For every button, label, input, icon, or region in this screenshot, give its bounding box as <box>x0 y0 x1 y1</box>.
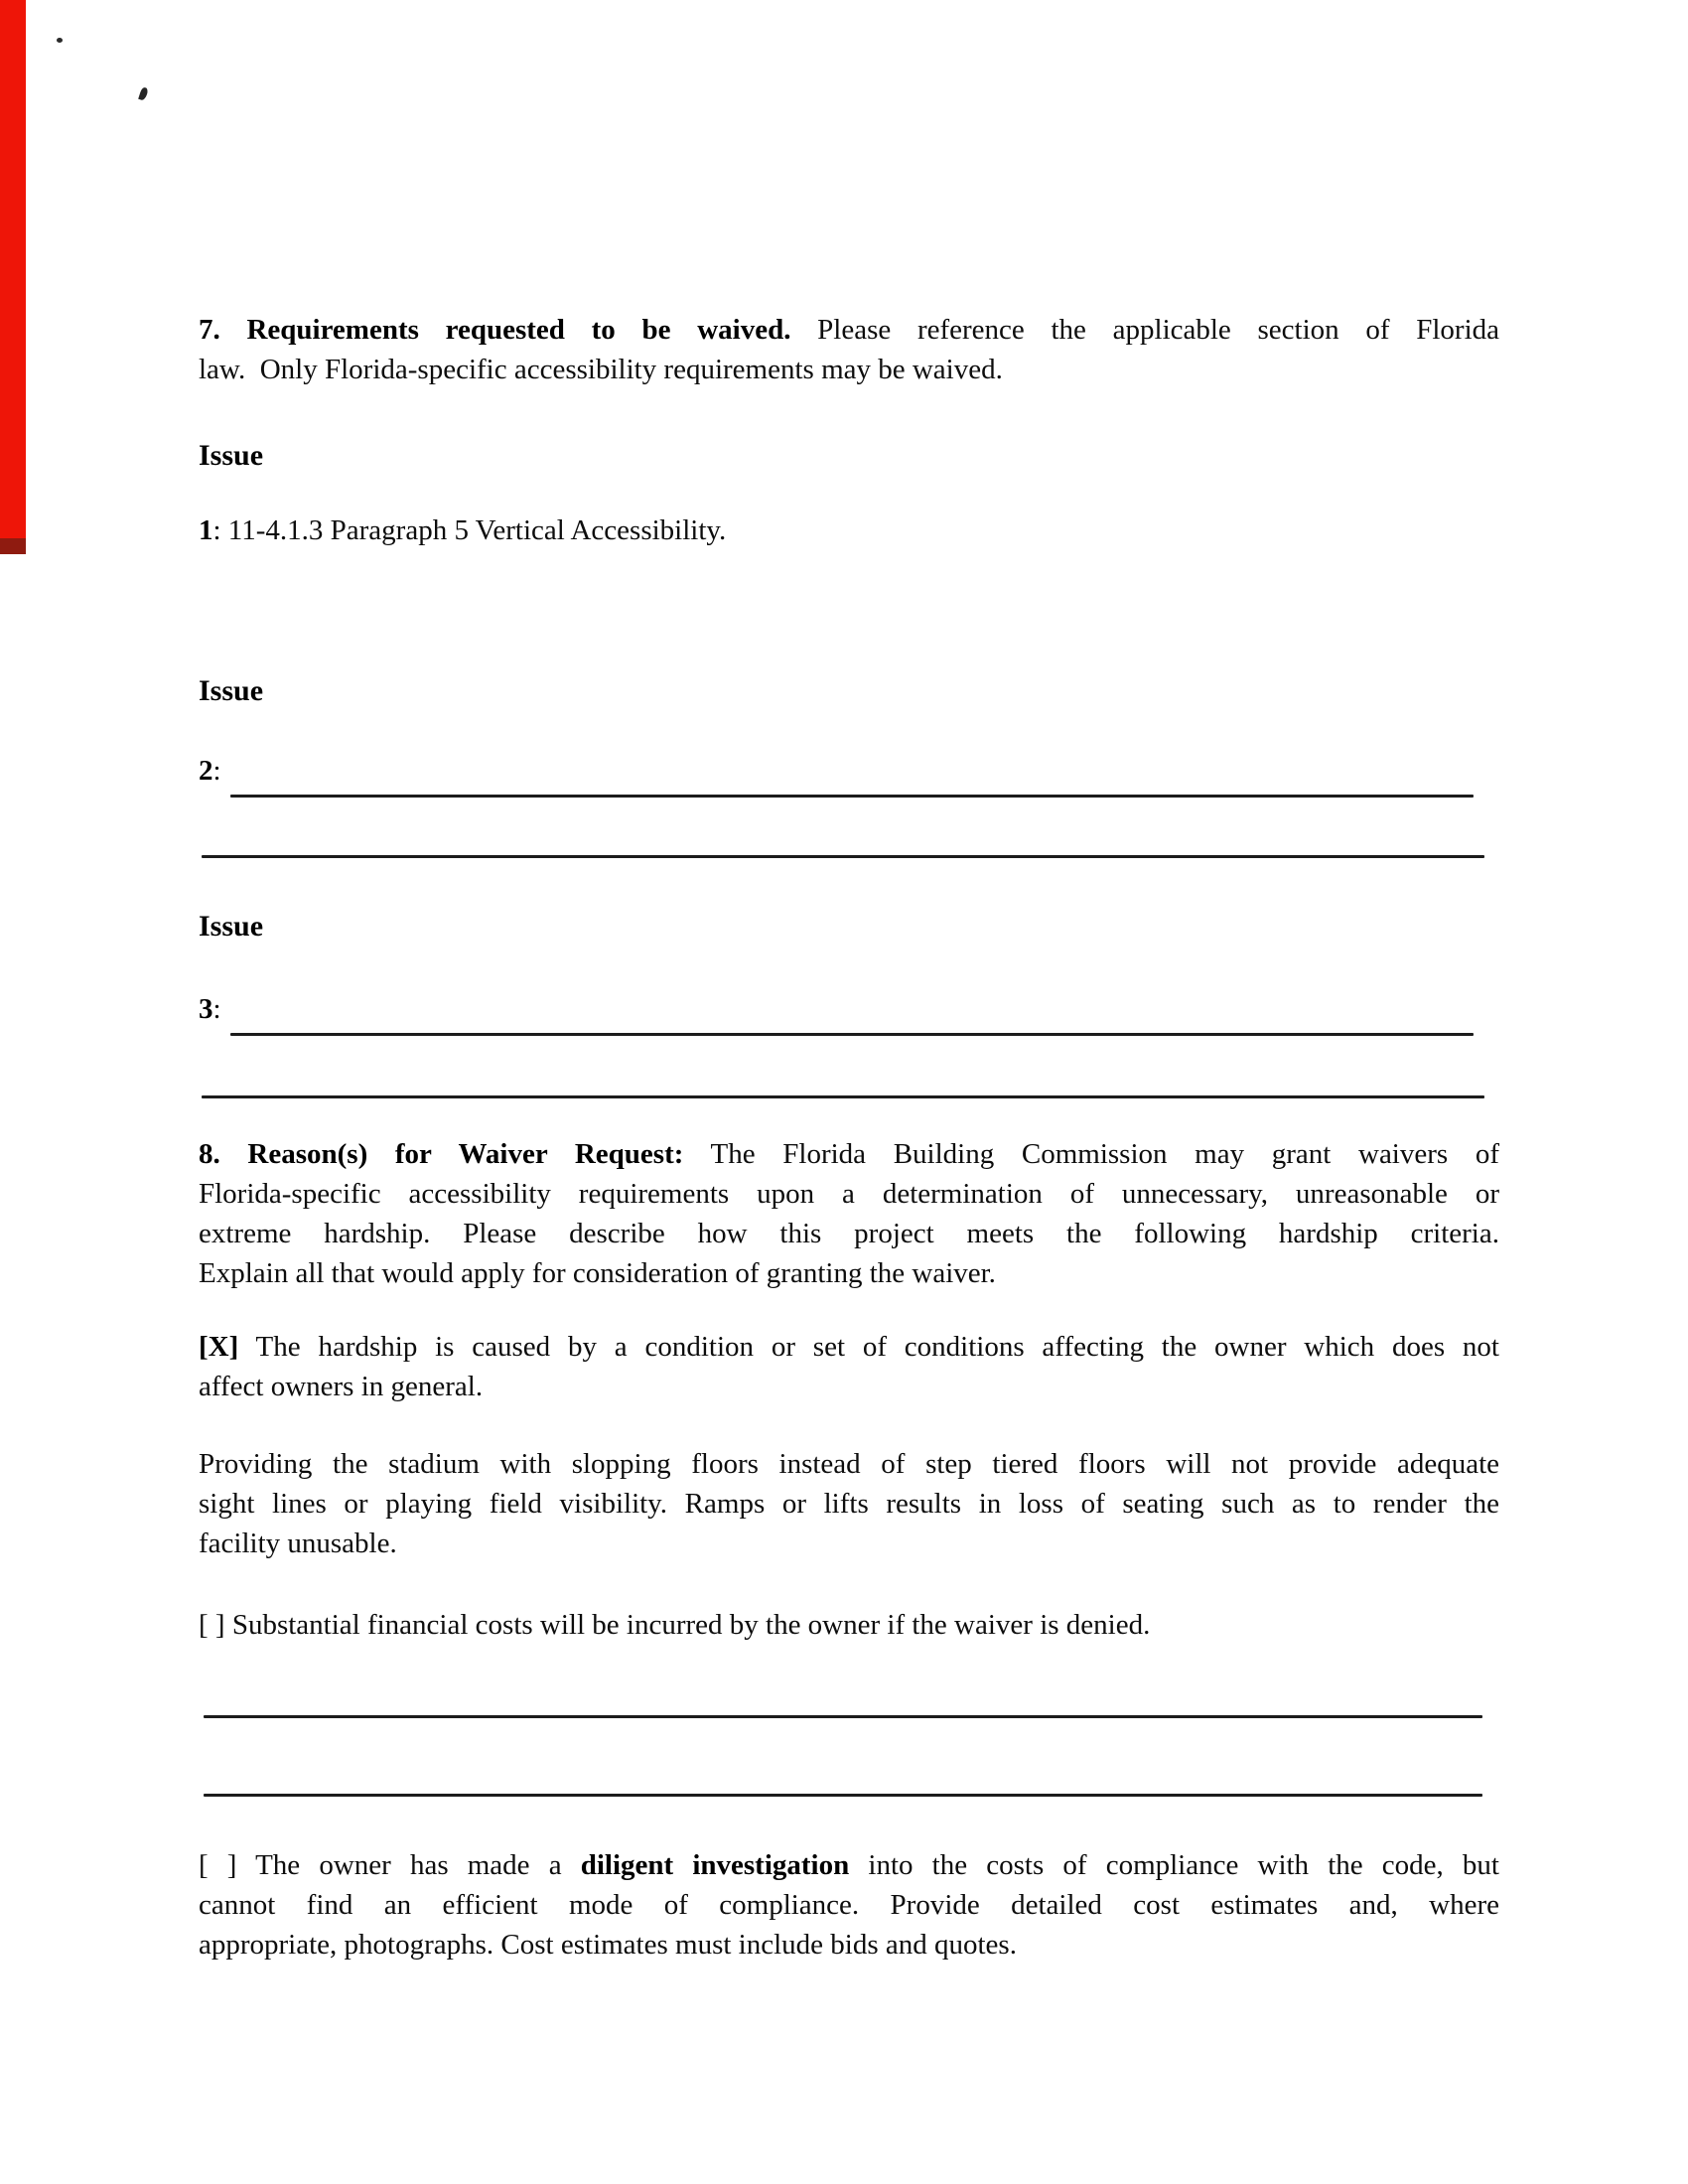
issue-2-blank-line <box>230 795 1474 798</box>
issue-1-value: : 11-4.1.3 Paragraph 5 Vertical Accessibility. <box>212 514 727 546</box>
criterion-2-blank-line-1 <box>204 1715 1482 1718</box>
issue-2-heading: Issue <box>199 674 264 707</box>
criterion-2-line <box>199 1605 1499 1645</box>
scan-speck <box>57 38 63 43</box>
criterion-1-line-1 <box>199 1327 1499 1367</box>
section-7-line-1 <box>199 310 1499 350</box>
criterion-3-checkbox-empty: [ ] <box>199 1849 237 1881</box>
criterion-3-line-2: cannot find an efficient mode of compliance. Provide detailed cost estimates and, where <box>199 1889 1499 1921</box>
section-7-line-2: law. Only Florida-specific accessibility requirements may be waived. <box>199 354 1003 385</box>
section-8-line-4: Explain all that would apply for consideration of granting the waiver. <box>199 1257 996 1289</box>
section-8-line-1 <box>199 1134 1499 1174</box>
section-8-heading: 8. Reason(s) for Waiver Request: <box>199 1138 684 1170</box>
section-8-text-1: The Florida Building Commission may grant waivers of <box>683 1138 1499 1170</box>
issue-3-blank-line <box>230 1033 1474 1036</box>
issue-1-number: 1 <box>199 514 213 546</box>
criterion-3-line-3: appropriate, photographs. Cost estimates must include bids and quotes. <box>199 1929 1017 1961</box>
issue-3-heading: Issue <box>199 910 264 943</box>
red-scan-stripe <box>0 0 26 554</box>
issue-2-blank-line-2 <box>202 855 1484 858</box>
red-scan-stripe-tip <box>0 538 26 554</box>
criterion-3-bold-phrase: diligent investigation <box>580 1849 850 1881</box>
criterion-1-answer-line-2: sight lines or playing field visibility. Ramps or lifts results in loss of seating such as to render the <box>199 1488 1499 1520</box>
section-7-text: Please reference the applicable section of Florida <box>790 314 1499 346</box>
criterion-2-text: Substantial financial costs will be incurred by the owner if the waiver is denied. <box>224 1609 1151 1641</box>
issue-3-number: 3 <box>199 993 213 1025</box>
criterion-3-line-1 <box>199 1845 1499 1885</box>
criterion-1-line-2: affect owners in general. <box>199 1371 484 1402</box>
criterion-1-checkbox-checked: [X] <box>199 1331 239 1363</box>
section-8-line-2: Florida-specific accessibility requirements upon a determination of unnecessary, unreasonable or <box>199 1178 1499 1210</box>
criterion-3-text-pre: The owner has made a <box>236 1849 581 1881</box>
criterion-1-answer-line-3: facility unusable. <box>199 1528 397 1559</box>
issue-1-heading: Issue <box>199 439 264 472</box>
issue-3-label <box>199 989 1499 1029</box>
criterion-3-text-rest: into the costs of compliance with the code, but <box>849 1849 1499 1881</box>
issue-2-label <box>199 751 1499 791</box>
criterion-2-blank-line-2 <box>204 1794 1482 1797</box>
criterion-2-checkbox-empty: [ ] <box>199 1609 225 1641</box>
section-7-heading: 7. Requirements requested to be waived. <box>199 314 791 346</box>
section-8-line-3: extreme hardship. Please describe how this project meets the following hardship criteria. <box>199 1218 1499 1249</box>
criterion-1-answer-line-1: Providing the stadium with slopping floors instead of step tiered floors will not provide adequate <box>199 1448 1499 1480</box>
criterion-1-text: The hardship is caused by a condition or set of conditions affecting the owner which does not <box>238 1331 1499 1363</box>
issue-3-colon: : <box>212 993 221 1025</box>
issue-1-text <box>199 510 1499 550</box>
scan-speck <box>138 86 149 101</box>
issue-2-colon: : <box>212 755 221 787</box>
issue-3-blank-line-2 <box>202 1095 1484 1098</box>
issue-2-number: 2 <box>199 755 213 787</box>
